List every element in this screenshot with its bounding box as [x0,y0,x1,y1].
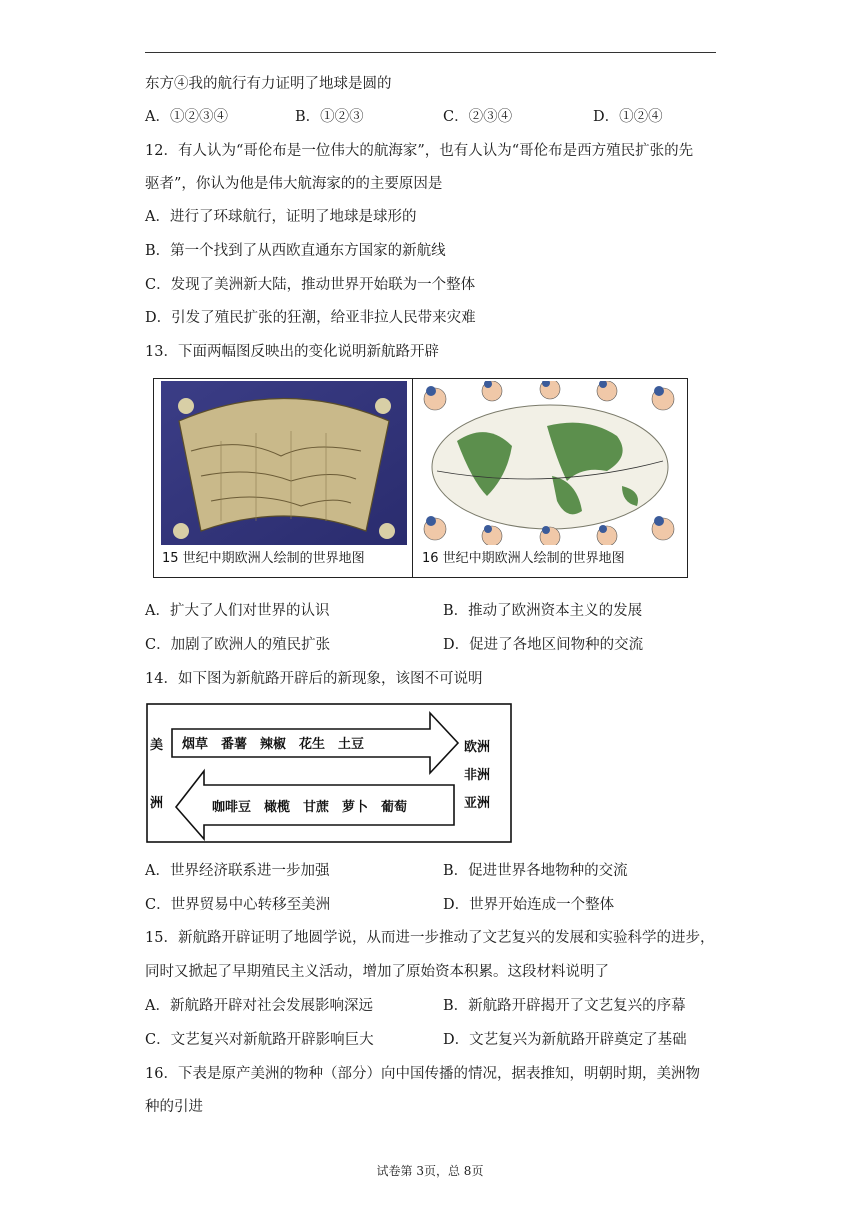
q11-option-a: A．①②③④ [145,109,228,125]
q11-option-d: D．①②④ [593,109,663,125]
world-map-image [417,381,683,545]
diagram-label-asia: 亚洲 [464,796,491,811]
q11-continuation: 东方④我的航行有力证明了地球是圆的 [145,76,392,92]
q13-figure-divider [412,379,413,577]
q12-option-b: B．第一个找到了从西欧直通东方国家的新航线 [145,243,446,259]
q13-right-caption: 16 世纪中期欧洲人绘制的世界地图 [422,551,625,566]
q11-option-b: B．①②③ [295,109,364,125]
species-exchange-diagram [146,703,512,843]
q13-option-d: D．促进了各地区间物种的交流 [443,637,644,653]
q15-option-d: D．文艺复兴为新航路开辟奠定了基础 [443,1032,687,1048]
q12-option-d: D．引发了殖民扩张的狂潮，给亚非拉人民带来灾难 [145,310,476,326]
q14-option-a: A．世界经济联系进一步加强 [145,863,330,879]
q11-option-c: C．②③④ [443,109,513,125]
q15-option-c: C．文艺复兴对新航路开辟影响巨大 [145,1032,374,1048]
q12-option-c: C．发现了美洲新大陆，推动世界开始联为一个整体 [145,277,476,293]
q12-stem-line1: 12．有人认为“哥伦布是一位伟大的航海家”，也有人认为“哥伦布是西方殖民扩张的先 [145,143,694,159]
q13-left-caption: 15 世纪中期欧洲人绘制的世界地图 [162,551,365,566]
q14-stem: 14．如下图为新航路开辟后的新现象，该图不可说明 [145,671,483,687]
q16-stem-line1: 16．下表是原产美洲的物种（部分）向中国传播的情况，据表推知，明朝时期，美洲物 [145,1066,700,1082]
q13-option-c: C．加剧了欧洲人的殖民扩张 [145,637,331,653]
header-rule [145,52,716,53]
page-footer: 试卷第 3页，总 8页 [376,1164,484,1178]
q13-figure [153,378,688,578]
q13-option-a: A．扩大了人们对世界的认识 [145,603,330,619]
q12-stem-line2: 驱者”，你认为他是伟大航海家的的主要原因是 [145,176,443,192]
diagram-label-mei: 美 [150,738,164,753]
q15-option-a: A．新航路开辟对社会发展影响深远 [145,998,373,1014]
q16-stem-line2: 种的引进 [145,1099,203,1115]
bottom-arrow-species: 咖啡豆 橄榄 甘蔗 萝卜 葡萄 [212,800,408,815]
q15-option-b: B．新航路开辟揭开了文艺复兴的序幕 [443,998,686,1014]
q15-stem-line2: 同时又掀起了早期殖民主义活动，增加了原始资本积累。这段材料说明了 [145,964,609,980]
diagram-label-europe: 欧洲 [464,740,491,755]
top-arrow-species: 烟草 番薯 辣椒 花生 土豆 [182,737,365,752]
q14-option-b: B．促进世界各地物种的交流 [443,863,628,879]
q15-stem-line1: 15．新航路开辟证明了地圆学说，从而进一步推动了文艺复兴的发展和实验科学的进步， [145,930,715,946]
q14-option-c: C．世界贸易中心转移至美洲 [145,897,331,913]
q13-stem: 13．下面两幅图反映出的变化说明新航路开辟 [145,344,439,360]
q12-option-a: A．进行了环球航行，证明了地球是球形的 [145,209,417,225]
diagram-label-zhou: 洲 [150,796,164,811]
ptolemy-map-image [161,381,407,545]
q14-option-d: D．世界开始连成一个整体 [443,897,615,913]
q13-option-b: B．推动了欧洲资本主义的发展 [443,603,643,619]
diagram-label-africa: 非洲 [464,768,491,783]
